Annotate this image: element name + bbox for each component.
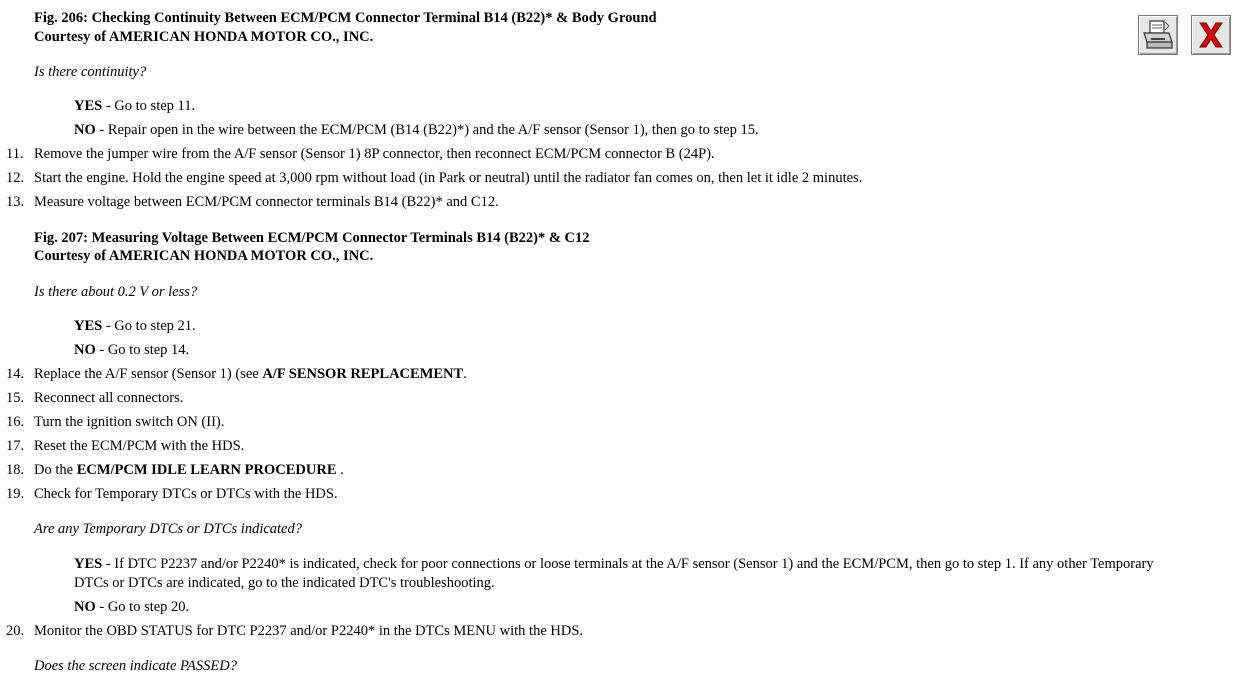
step-14-text (34, 365, 467, 383)
step-20-number: 20. (6, 623, 25, 639)
yes-text: - Go to step 21. (102, 318, 196, 334)
step-14-pre: Replace the A/F sensor (Sensor 1) (see (34, 366, 263, 382)
step-11-number: 11. (6, 146, 24, 162)
step-15-text: Reconnect all connectors. (34, 390, 184, 406)
yes-label: YES (74, 556, 103, 572)
fig-207-yes (74, 317, 196, 335)
idle-learn-procedure-link[interactable]: ECM/PCM IDLE LEARN PROCEDURE (76, 462, 337, 478)
print-button[interactable] (1138, 15, 1178, 55)
fig-206-title: Fig. 206: Checking Continuity Between ECM/PCM Connector Terminal B14 (B22)* & Body Ground (34, 10, 657, 26)
step-19-number: 19. (6, 486, 25, 502)
yes-text: - Go to step 11. (102, 98, 196, 114)
fig-206-question: Is there continuity? (34, 64, 147, 80)
fig-207-no (74, 341, 189, 359)
step-19-question: Are any Temporary DTCs or DTCs indicated? (34, 521, 302, 537)
no-text: - Go to step 20. (95, 599, 190, 615)
fig-206-yes (74, 97, 195, 115)
step-17-number: 17. (6, 438, 25, 454)
step-19-no (74, 598, 189, 616)
step-18-text (34, 461, 344, 479)
no-label: NO (74, 342, 96, 358)
step-11-text: Remove the jumper wire from the A/F sensor (Sensor 1) 8P connector, then reconnect ECM/PCM connector B (24P). (34, 146, 715, 162)
step-18-pre: Do the (34, 462, 77, 478)
no-label: NO (74, 599, 96, 615)
step-20-question: Does the screen indicate PASSED? (34, 658, 237, 674)
close-x-icon (1192, 16, 1230, 54)
af-sensor-replacement-link[interactable]: A/F SENSOR REPLACEMENT (262, 366, 464, 382)
no-text: - Go to step 14. (95, 342, 190, 358)
step-15-number: 15. (6, 390, 25, 406)
step-19-yes-line-1 (74, 555, 1154, 573)
yes-label: YES (74, 98, 103, 114)
step-12-text: Start the engine. Hold the engine speed at 3,000 rpm without load (in Park or neutral) until the radiator fan comes on, then let it idle 2 minutes. (34, 170, 863, 186)
fig-206-courtesy: Courtesy of AMERICAN HONDA MOTOR CO., INC. (34, 29, 374, 45)
yes-text: - If DTC P2237 and/or P2240* is indicated, check for poor connections or loose terminals at the A/F sensor (Sensor 1) and the ECM/PCM, then go to step 1. If any other Temporary (102, 556, 1154, 572)
step-13-text: Measure voltage between ECM/PCM connector terminals B14 (B22)* and C12. (34, 194, 499, 210)
step-14-post: . (463, 366, 467, 382)
fig-207-title: Fig. 207: Measuring Voltage Between ECM/PCM Connector Terminals B14 (B22)* & C12 (34, 230, 590, 246)
step-16-number: 16. (6, 414, 25, 430)
fig-206-no (74, 121, 759, 139)
step-13-number: 13. (6, 194, 25, 210)
yes-label: YES (74, 318, 103, 334)
step-20-text: Monitor the OBD STATUS for DTC P2237 and/or P2240* in the DTCs MENU with the HDS. (34, 623, 584, 639)
step-18-post: . (336, 462, 344, 478)
step-19-yes-line-2: DTCs or DTCs are indicated, go to the indicated DTC's troubleshooting. (74, 575, 495, 591)
step-16-text: Turn the ignition switch ON (II). (34, 414, 225, 430)
no-text: - Repair open in the wire between the ECM/PCM (B14 (B22)*) and the A/F sensor (Sensor 1), then go to step 15. (95, 122, 759, 138)
fig-207-courtesy: Courtesy of AMERICAN HONDA MOTOR CO., INC. (34, 248, 374, 264)
step-18-number: 18. (6, 462, 25, 478)
close-button[interactable] (1191, 15, 1231, 55)
step-14-number: 14. (6, 366, 25, 382)
fig-207-question: Is there about 0.2 V or less? (34, 284, 198, 300)
step-12-number: 12. (6, 170, 25, 186)
step-17-text: Reset the ECM/PCM with the HDS. (34, 438, 245, 454)
printer-icon (1139, 16, 1177, 54)
step-19-text: Check for Temporary DTCs or DTCs with the HDS. (34, 486, 338, 502)
no-label: NO (74, 122, 96, 138)
